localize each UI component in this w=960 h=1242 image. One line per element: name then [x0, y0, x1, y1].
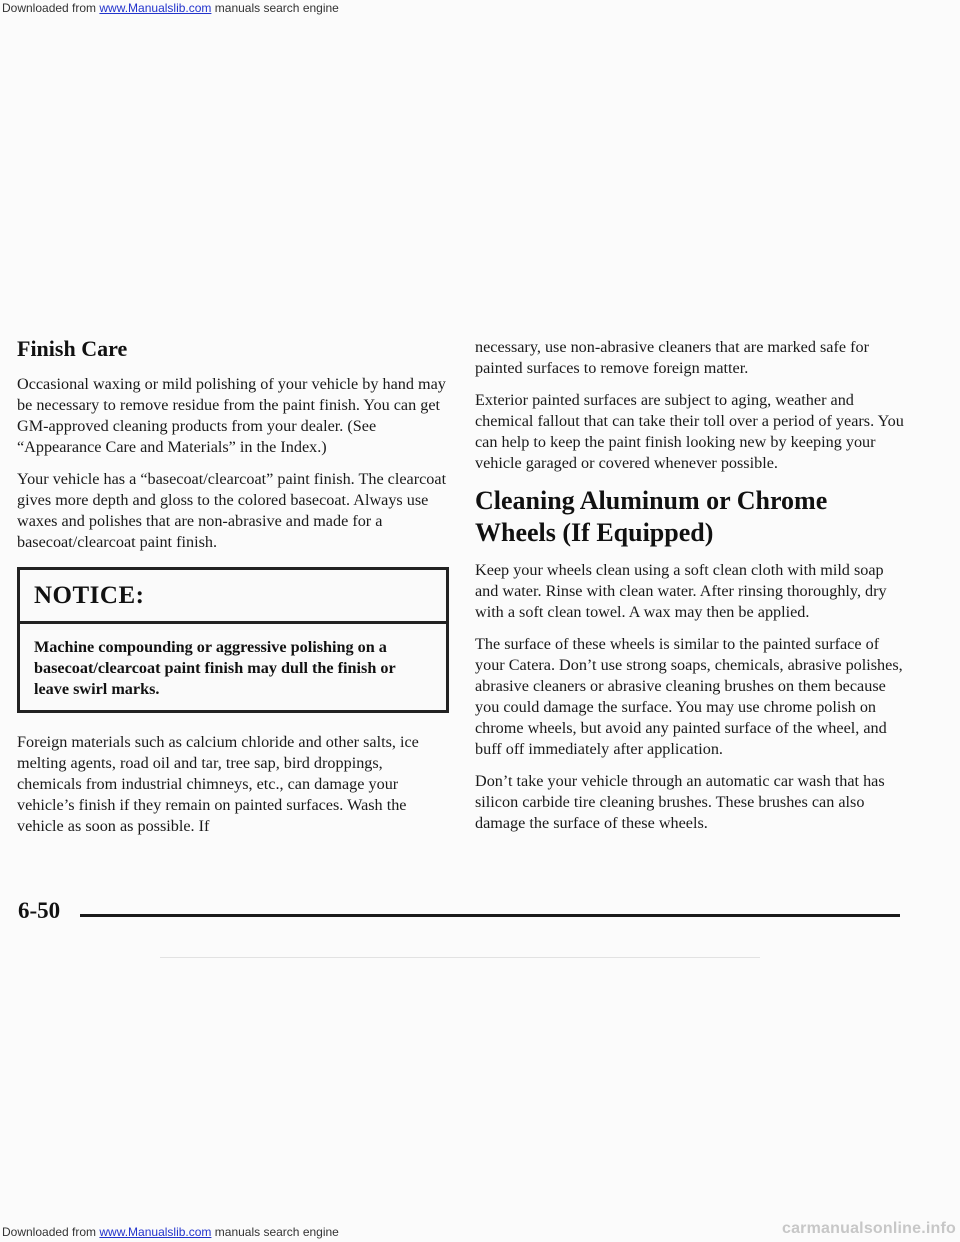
scan-artifact-line — [160, 957, 760, 958]
paragraph: Your vehicle has a “basecoat/clearcoat” paint finish. The clearcoat gives more depth and gloss to the colored basecoat. Always use waxes and polishes that are non-abrasive and made for a basecoat/clearcoat paint finish. — [17, 470, 447, 551]
page-number: 6-50 — [18, 898, 68, 924]
download-banner-top — [0, 0, 960, 16]
paragraph: The surface of these wheels is similar to the painted surface of your Catera. Don’t use strong soaps, chemicals, abrasive polishes, abrasive cleaners or abrasive cleaning brushes on them because you could damage the surface. You may use chrome polish on chrome wheels, but avoid any painted surface of the wheel, and buff off immediately after application. — [475, 635, 903, 758]
left-column — [17, 335, 449, 848]
paragraph: Foreign materials such as calcium chloride and other salts, ice melting agents, road oil and tar, tree sap, bird droppings, chemicals from industrial chimneys, etc., can damage your vehicle’s finish if they remain on painted surfaces. Wash the vehicle as soon as possible. If — [17, 733, 419, 835]
notice-box — [17, 567, 449, 713]
paragraph: necessary, use non-abrasive cleaners that are marked safe for painted surfaces to remove foreign matter. — [475, 338, 869, 377]
paragraph: Exterior painted surfaces are subject to aging, weather and chemical fallout that can take their toll over a period of years. You can help to keep the paint finish looking new by keeping your vehicle garaged or covered whenever possible. — [475, 391, 904, 472]
banner-prefix: Downloaded from — [2, 1225, 100, 1239]
manualslib-link[interactable]: www.Manualslib.com — [99, 1, 212, 15]
watermark: carmanualsonline.info — [781, 1220, 956, 1237]
notice-title: NOTICE: — [20, 570, 446, 624]
manualslib-link[interactable]: www.Manualslib.com — [99, 1225, 212, 1239]
right-column — [475, 337, 905, 845]
cleaning-wheels-heading: Cleaning Aluminum or Chrome Wheels (If Equipped) — [475, 486, 828, 547]
paragraph: Occasional waxing or mild polishing of your vehicle by hand may be necessary to remove residue from the paint finish. You can get GM-approved cleaning products from your dealer. (See “Appearance Care and Materials” in the Index.) — [17, 375, 446, 456]
banner-suffix: manuals search engine — [211, 1, 339, 15]
footer-rule — [80, 914, 900, 917]
banner-suffix: manuals search engine — [211, 1225, 339, 1239]
notice-body: Machine compounding or aggressive polishing on a basecoat/clearcoat paint finish may dull the finish or leave swirl marks. — [34, 638, 396, 698]
paragraph: Keep your wheels clean using a soft clean cloth with mild soap and water. Rinse with clean water. After rinsing thoroughly, dry with a soft clean towel. A wax may then be applied. — [475, 561, 887, 621]
finish-care-heading: Finish Care — [17, 336, 128, 361]
banner-prefix: Downloaded from — [2, 1, 100, 15]
paragraph: Don’t take your vehicle through an automatic car wash that has silicon carbide tire cleaning brushes. These brushes can also damage the surface of these wheels. — [475, 772, 885, 832]
